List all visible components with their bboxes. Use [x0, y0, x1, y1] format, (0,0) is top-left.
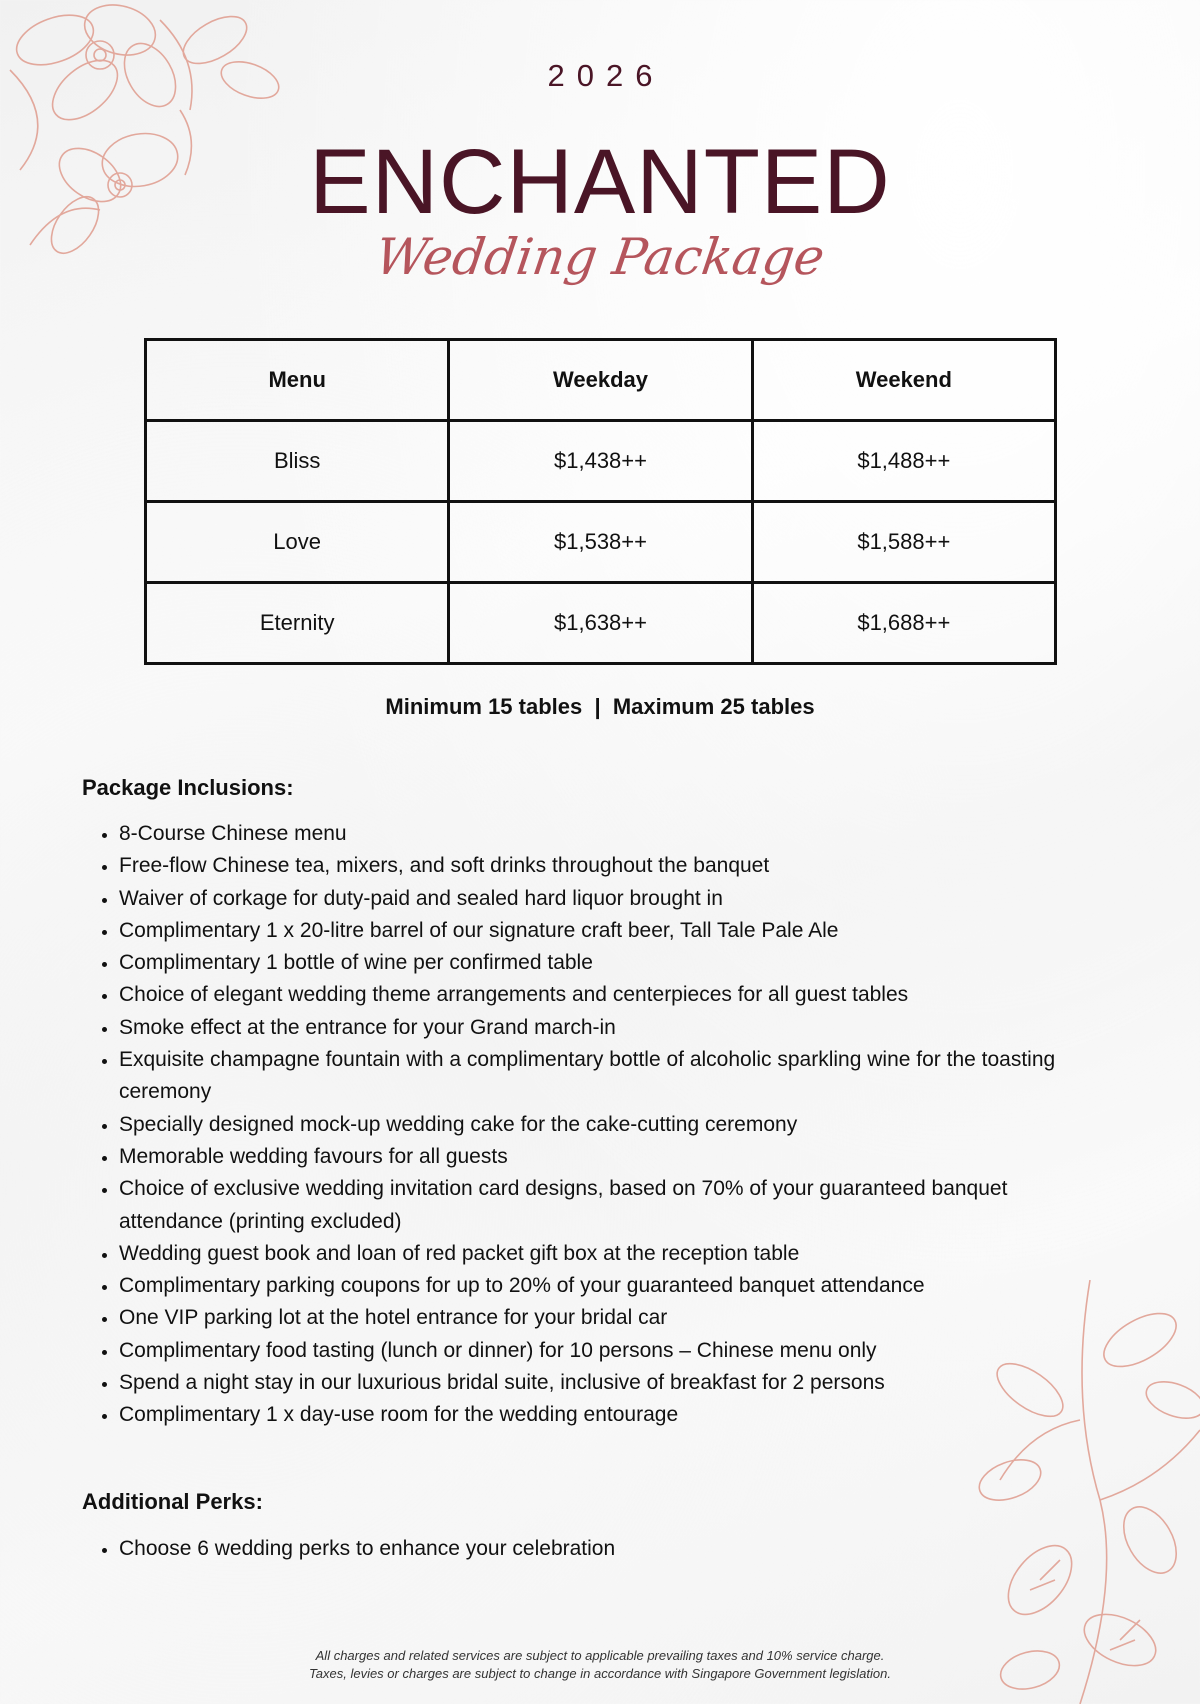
list-item: • Choose 6 wedding perks to enhance your celebration [119, 1533, 1079, 1565]
list-item: • Specially designed mock-up wedding cake for the cake-cutting ceremony [119, 1109, 1079, 1141]
inclusions-heading: Package Inclusions: [82, 775, 294, 800]
list-item: • Memorable wedding favours for all guests [119, 1141, 1079, 1173]
weekday-price-cell: $1,438++ [449, 421, 752, 502]
list-item: • Waiver of corkage for duty-paid and sealed hard liquor brought in [119, 883, 1079, 915]
list-item: • Wedding guest book and loan of red packet gift box at the reception table [119, 1238, 1079, 1270]
list-item: • Complimentary 1 bottle of wine per confirmed table [119, 947, 1079, 979]
table-row [146, 583, 1056, 664]
list-item: • Free-flow Chinese tea, mixers, and soft drinks throughout the banquet [119, 850, 1079, 882]
list-item: • 8-Course Chinese menu [119, 818, 1079, 850]
footer-disclaimer [0, 1647, 1200, 1683]
table-limits: Minimum 15 tables | Maximum 25 tables [385, 694, 815, 719]
table-row [146, 421, 1056, 502]
column-header-weekday: Weekday [449, 340, 752, 421]
weekend-price-cell: $1,588++ [752, 502, 1055, 583]
perks-heading: Additional Perks: [82, 1489, 263, 1514]
pricing-header-row [146, 340, 1056, 421]
weekend-price-cell: $1,488++ [752, 421, 1055, 502]
column-header-menu: Menu [146, 340, 449, 421]
footer-line-legislation: Taxes, levies or charges are subject to change in accordance with Singapore Government legislation. [309, 1666, 891, 1681]
list-item: • Spend a night stay in our luxurious bridal suite, inclusive of breakfast for 2 persons [119, 1367, 1079, 1399]
list-item: • One VIP parking lot at the hotel entrance for your bridal car [119, 1302, 1079, 1334]
list-item: • Complimentary parking coupons for up to 20% of your guaranteed banquet attendance [119, 1270, 1079, 1302]
year-label: 2026 [547, 58, 665, 93]
list-item: • Choice of elegant wedding theme arrangements and centerpieces for all guest tables [119, 979, 1079, 1011]
column-header-weekend: Weekend [752, 340, 1055, 421]
footer-line-taxes: All charges and related services are subject to applicable prevailing taxes and 10% service charge. [315, 1648, 885, 1663]
list-item: • Exquisite champagne fountain with a complimentary bottle of alcoholic sparkling wine for the toasting ceremony [119, 1044, 1079, 1109]
package-subtitle: Wedding Package [371, 228, 829, 286]
list-item: • Complimentary 1 x 20-litre barrel of our signature craft beer, Tall Tale Pale Ale [119, 915, 1079, 947]
weekday-price-cell: $1,638++ [449, 583, 752, 664]
menu-name-cell: Bliss [146, 421, 449, 502]
table-row [146, 502, 1056, 583]
perks-list [82, 1533, 1079, 1565]
list-item: • Smoke effect at the entrance for your Grand march-in [119, 1012, 1079, 1044]
list-item: • Complimentary 1 x day-use room for the wedding entourage [119, 1399, 1079, 1431]
weekday-price-cell: $1,538++ [449, 502, 752, 583]
pricing-table [144, 338, 1057, 665]
menu-name-cell: Eternity [146, 583, 449, 664]
package-title: ENCHANTED [309, 131, 891, 233]
menu-name-cell: Love [146, 502, 449, 583]
list-item: • Choice of exclusive wedding invitation card designs, based on 70% of your guaranteed banquet attendance (printing excluded) [119, 1173, 1079, 1238]
weekend-price-cell: $1,688++ [752, 583, 1055, 664]
list-item: • Complimentary food tasting (lunch or dinner) for 10 persons – Chinese menu only [119, 1335, 1079, 1367]
inclusions-list [82, 818, 1079, 1432]
